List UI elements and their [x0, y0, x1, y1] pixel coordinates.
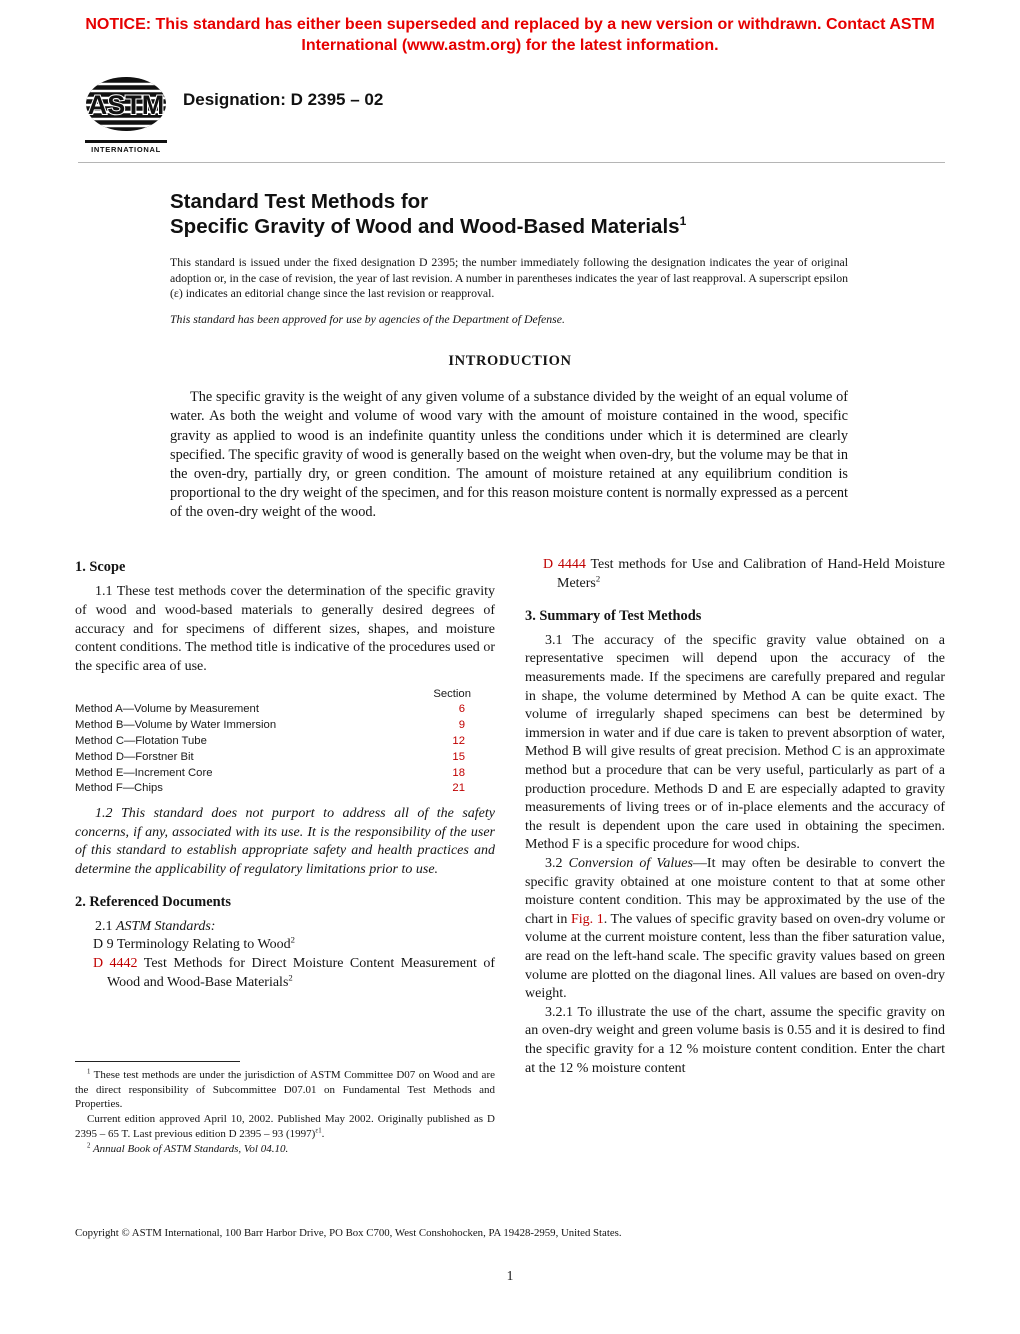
astm-standards-label: ASTM Standards:	[116, 918, 216, 934]
footnote-1-marker: 1	[87, 1068, 91, 1076]
reference-d9-footnote-ref: 2	[290, 934, 295, 945]
defense-approval-note: This standard has been approved for use by agencies of the Department of Defense.	[170, 312, 565, 327]
method-section-link[interactable]: 18	[452, 766, 465, 779]
title-line-2	[170, 214, 848, 239]
reference-d4444-footnote-ref: 2	[595, 573, 601, 584]
method-section-link[interactable]: 21	[452, 782, 465, 795]
introduction-heading: INTRODUCTION	[448, 353, 572, 370]
header-rule	[78, 162, 945, 163]
footnote-2-text: Annual Book of ASTM Standards, Vol 04.10.	[90, 1142, 289, 1155]
title-block	[170, 189, 848, 239]
page-number: 1	[506, 1268, 514, 1283]
scope-heading: 1. Scope	[75, 559, 126, 576]
paragraph-3-2	[525, 855, 945, 1004]
paragraph-2-1	[75, 918, 495, 937]
footnote-edition-superscript: ε1	[315, 1127, 322, 1135]
astm-logo-mark	[85, 76, 167, 134]
methods-table	[75, 687, 495, 798]
method-section-link[interactable]: 15	[452, 750, 465, 763]
footnotes	[75, 1061, 495, 1156]
paragraph-3-2-text-a: —It may often be desirable to convert the specific gravity obtained at one moisture content to that at some other moisture content condition. This may be approximated by the use of the chart in	[525, 855, 945, 927]
reference-d4442-text: Test Methods for Direct Moisture Content Measurement of Wood and Wood-Base Materials	[107, 956, 495, 990]
supersession-notice: NOTICE: This standard has either been superseded and replaced by a new version or withdrawn. Contact ASTM International (www.astm.org) for the latest information.	[85, 16, 935, 55]
fig1-link[interactable]: Fig. 1	[570, 911, 604, 927]
footnote-rule	[75, 1061, 240, 1062]
method-label: Method C—Flotation Tube	[75, 734, 207, 747]
right-column	[525, 556, 945, 1156]
copyright-line: Copyright © ASTM International, 100 Barr Harbor Drive, PO Box C700, West Conshohocken, PA 19428-2959, United States.	[75, 1227, 622, 1239]
method-label: Method D—Forstner Bit	[75, 750, 194, 763]
reference-d4442-footnote-ref: 2	[288, 971, 293, 982]
method-section-link[interactable]: 6	[458, 703, 465, 716]
issuance-note: This standard is issued under the fixed designation D 2395; the number immediately following the designation indicates the year of original adoption or, in the case of revision, the year of last revision. A number in parentheses indicates the year of last reapproval. A superscript epsilon (ε) indicates an editorial change since the last revision or reapproval.	[170, 255, 848, 300]
paragraph-1-2: 1.2 This standard does not purport to address all of the safety concerns, if any, associated with its use. It is the responsibility of the user of this standard to establish appropriate safety and health practices and determine the applicability of regulatory limitations prior to use.	[75, 806, 495, 878]
d4444-link[interactable]: D 4444	[543, 557, 586, 573]
table-row	[75, 766, 495, 782]
table-row	[75, 718, 495, 734]
paragraph-2-1-number: 2.1	[95, 918, 116, 934]
astm-logo-international: INTERNATIONAL	[91, 145, 161, 155]
table-row	[75, 750, 495, 766]
reference-d4444	[525, 556, 945, 593]
footnote-edition-period: .	[321, 1127, 325, 1140]
conversion-of-values-label: Conversion of Values	[568, 855, 693, 871]
methods-table-header: Section	[433, 687, 471, 700]
method-label: Method B—Volume by Water Immersion	[75, 719, 277, 732]
footnote-2-marker: 2	[87, 1141, 91, 1149]
footnote-edition	[75, 1112, 495, 1141]
reference-d4444-text: Test methods for Use and Calibration of Hand-Held Moisture Meters	[557, 557, 945, 591]
d4442-link[interactable]: D 4442	[93, 956, 138, 971]
reference-d4442	[75, 955, 495, 992]
paragraph-3-2-number: 3.2	[545, 855, 569, 871]
two-column-body	[75, 556, 945, 1156]
method-label: Method E—Increment Core	[75, 766, 213, 779]
referenced-documents-heading: 2. Referenced Documents	[75, 893, 231, 910]
document-page	[0, 14, 1020, 1283]
paragraph-1-1: 1.1 These test methods cover the determination of the specific gravity of wood and wood-based materials to generally desired degrees of accuracy and for specimens of different sizes, shapes, and moisture content conditions. The method title is indicative of the procedures used or the specific area of use.	[75, 584, 495, 674]
reference-d9-text: D 9 Terminology Relating to Wood	[93, 937, 291, 953]
method-label: Method F—Chips	[75, 782, 163, 795]
document-header	[85, 76, 1020, 154]
designation: Designation: D 2395 – 02	[183, 90, 384, 110]
title-footnote-ref: 1	[679, 214, 687, 229]
introduction-body: The specific gravity is the weight of any given volume of a substance divided by the weight of an equal volume of water. As both the weight and volume of wood vary with the amount of moisture contained in the wood, specific gravity as applied to wood is an indefinite quantity unless the conditions under which it is determined are clearly specified. The specific gravity of wood is generally based on the weight when oven-dry, but the volume may be that in the oven-dry, partially dry, or green condition. The amount of moisture retained at any equilibrium condition is proportional to the dry weight of the specimen, and for this reason moisture content is normally expressed as a percent of the oven-dry weight of the wood.	[170, 389, 848, 521]
astm-logo-text: ASTM	[87, 90, 165, 121]
table-row	[75, 734, 495, 750]
paragraph-3-2-text-b: . The values of specific gravity based on oven-dry volume or volume at the current moisture content, less than the fiber saturation value, are read on the left-hand scale. The specific gravity values based on green volume are plotted on the diagonal lines. All values are based on oven-dry weight.	[525, 911, 945, 1002]
footnote-edition-text: Current edition approved April 10, 2002. Published May 2002. Originally published as D 2395 – 65 T. Last previous edition D 2395 – 93 (1997)	[75, 1113, 495, 1140]
astm-logo	[85, 76, 167, 154]
summary-heading: 3. Summary of Test Methods	[525, 607, 702, 624]
footnote-1-text: These test methods are under the jurisdiction of ASTM Committee D07 on Wood and are the direct responsibility of Subcommittee D07.01 on Fundamental Test Methods and Properties.	[75, 1068, 495, 1111]
paragraph-3-1: 3.1 The accuracy of the specific gravity value obtained on a representative specimen will depend upon the accuracy of the measurements made. If the specimens are carefully prepared and regular in shape, the volume determined by Method A can be quite exact. The volume of irregularly shaped specimens can best be determined by immersion in water and if due care is taken to prevent absorption of water, Method B will give results of great precision. Method C is an approximate method but a procedure that can be very useful, particularly as part of a production procedure. Methods D and E are especially adapted to gravity measurements of living trees or of in-place elements and the accuracy of the result is dependent upon the care used in obtaining the specimen. Method F is a specific procedure for wood chips.	[525, 632, 945, 853]
logo-rule	[85, 140, 167, 143]
reference-d9	[75, 936, 495, 955]
paragraph-3-2-1: 3.2.1 To illustrate the use of the chart, assume the specific gravity on an oven-dry weight and green volume basis is 0.55 and it is desired to find the specific gravity for a 12 % moisture content condition. Enter the chart at the 12 % moisture content	[525, 1004, 945, 1076]
title-text: Specific Gravity of Wood and Wood-Based Materials	[170, 215, 680, 239]
title-line-1: Standard Test Methods for	[170, 190, 429, 214]
method-section-link[interactable]: 12	[452, 734, 465, 747]
left-column	[75, 556, 495, 1156]
method-section-link[interactable]: 9	[458, 719, 465, 732]
footnote-2	[75, 1142, 495, 1157]
method-label: Method A—Volume by Measurement	[75, 703, 259, 716]
footnote-1	[75, 1068, 495, 1112]
table-row	[75, 781, 495, 797]
table-row	[75, 702, 495, 718]
